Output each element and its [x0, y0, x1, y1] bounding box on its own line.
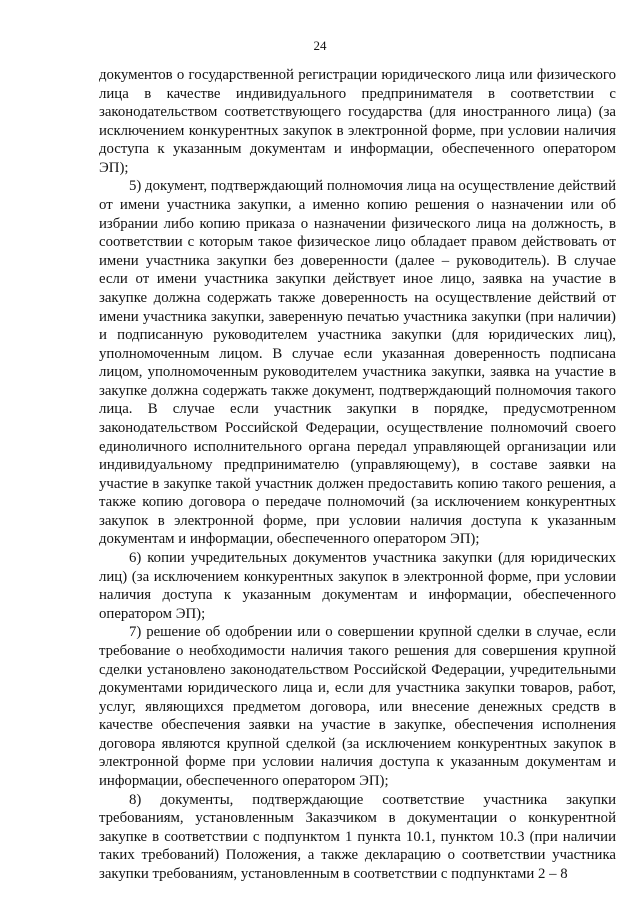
paragraph-item-6: 6) копии учредительных документов участника закупки (для юридических лиц) (за исключением конкурентных закупок в электронной форме, при условии наличия доступа к указанным документам и информации, обеспеченного оператором ЭП);: [99, 550, 616, 622]
paragraph-item-5: 5) документ, подтверждающий полномочия лица на осуществление действий от имени участника закупки, а именно копию решения о назначении или об избрании либо копию приказа о назначении физического лица на должность, в соответствии с которым такое физическое лицо обладает правом действовать от имени участника закупки без доверенности (далее – руководитель). В случае если от имени участника закупки действует иное лицо, заявка на участие в закупке должна содержать также доверенность на осуществление действий от имени участника закупки, заверенную печатью участника закупки (при наличии) и подписанную руководителем участника закупки (для юридических лиц), уполномоченным лицом. В случае если указанная доверенность подписана лицом, уполномоченным руководителем участника закупки, заявка на участие в закупке должна содержать также документ, подтверждающий полномочия такого лица. В случае если участник закупки в порядке, предусмотренном законодательством Российской Федерации, осуществление полномочий своего единоличного исполнительного органа передал управляющей организации или индивидуальному предпринимателю (управляющему), в составе заявки на участие в закупке такой участник должен предоставить копию такого решения, а также копию договора о передаче полномочий (за исключением конкурентных закупок в электронной форме, при условии наличия доступа к указанным документам и информации, обеспеченного оператором ЭП);: [99, 178, 616, 548]
paragraph-item-7: 7) решение об одобрении или о совершении крупной сделки в случае, если требование о необходимости наличия такого решения для совершения крупной сделки установлено законодательством Российской Федерации, учредительными документами юридического лица и, если для участника закупки товаров, работ, услуг, являющихся предметом договора, или внесение денежных средств в качестве обеспечения заявки на участие в закупке, обеспечения исполнения договора являются крупной сделкой (за исключением конкурентных закупок в электронной форме при условии наличия доступа к указанным документам и информации, обеспеченного оператором ЭП);: [99, 624, 616, 789]
page-number: 24: [313, 38, 327, 53]
document-body: [99, 66, 616, 883]
paragraph-item-8: 8) документы, подтверждающие соответствие участника закупки требованиям, установленным Заказчиком в документации о конкурентной закупке в соответствии с подпунктом 1 пункта 10.1, пунктом 10.3 (при наличии таких требований) Положения, а также декларацию о соответствии участника закупки требованиям, установленным в соответствии с подпунктами 2 – 8: [99, 791, 616, 882]
paragraph-continuation: документов о государственной регистрации юридического лица или физического лица в качестве индивидуального предпринимателя в соответствии с законодательством соответствующего государства (для иностранного лица) (за исключением конкурентных закупок в электронной форме, при условии наличия доступа к указанным документам и информации, обеспеченного оператором ЭП);: [99, 67, 616, 176]
